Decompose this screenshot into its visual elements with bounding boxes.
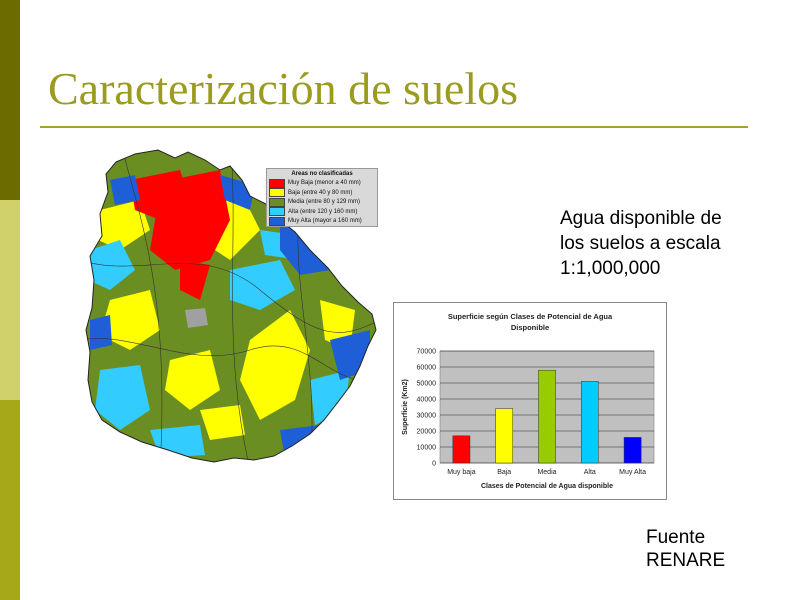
y-tick-label: 50000 <box>416 380 436 388</box>
left-accent-bar <box>0 0 20 600</box>
legend-swatch <box>269 188 285 197</box>
legend-label: Muy Baja (menor a 40 mm) <box>288 180 361 187</box>
legend-swatch <box>269 207 285 216</box>
legend-label: Areas no clasificadas <box>291 170 353 177</box>
x-tick-label: Alta <box>583 469 596 476</box>
legend-row <box>267 207 377 217</box>
y-tick-label: 60000 <box>416 364 436 372</box>
legend-row <box>267 188 377 198</box>
bar <box>624 437 641 463</box>
y-tick-label: 10000 <box>416 444 436 452</box>
x-tick-label: Media <box>537 469 557 476</box>
slide-title: Caracterización de suelos <box>48 63 518 114</box>
caption-line: 1:1,000,000 <box>560 258 661 279</box>
y-tick-label: 70000 <box>416 348 436 356</box>
legend-swatch <box>269 217 285 226</box>
legend-swatch <box>269 198 285 207</box>
bar <box>496 409 513 463</box>
x-tick-label: Muy baja <box>447 469 476 476</box>
legend-swatch <box>269 179 285 188</box>
title-underline <box>40 126 748 128</box>
x-tick-label: Muy Alta <box>619 469 647 476</box>
chart-title: Superficie según Clases de Potencial de Agua <box>447 312 613 321</box>
accent-segment-mid <box>0 400 20 600</box>
chart-title: Disponible <box>510 323 550 332</box>
accent-segment-light <box>0 200 20 400</box>
x-axis-label: Clases de Potencial de Agua disponible <box>481 483 613 490</box>
bar <box>453 436 470 463</box>
legend-row <box>267 179 377 189</box>
bar <box>581 381 598 463</box>
legend-label: Media (entre 80 y 129 mm) <box>288 199 361 206</box>
legend-label: Baja (entre 40 y 80 mm) <box>288 189 353 196</box>
legend-label: Alta (entre 120 y 160 mm) <box>288 208 358 215</box>
source-line: RENARE <box>646 550 726 571</box>
accent-segment-dark <box>0 0 20 200</box>
legend-row <box>267 198 377 208</box>
y-tick-label: 40000 <box>416 396 436 404</box>
y-tick-label: 0 <box>432 460 436 468</box>
map-caption <box>560 206 722 281</box>
x-tick-label: Baja <box>497 469 512 476</box>
legend-row <box>267 169 377 179</box>
y-tick-label: 20000 <box>416 428 436 436</box>
legend-label: Muy Alta (mayor a 160 mm) <box>288 218 362 225</box>
map-legend <box>266 168 378 227</box>
y-axis-label: Superficie (Km2) <box>402 379 409 435</box>
source-line: Fuente <box>646 527 706 548</box>
bar-chart-panel <box>393 302 667 500</box>
bar <box>538 370 555 463</box>
caption-line: Agua disponible de <box>560 208 722 229</box>
source-note <box>646 526 725 572</box>
legend-row <box>267 217 377 227</box>
caption-line: los suelos a escala <box>560 233 721 254</box>
y-tick-label: 30000 <box>416 412 436 420</box>
bar-chart <box>394 303 666 499</box>
